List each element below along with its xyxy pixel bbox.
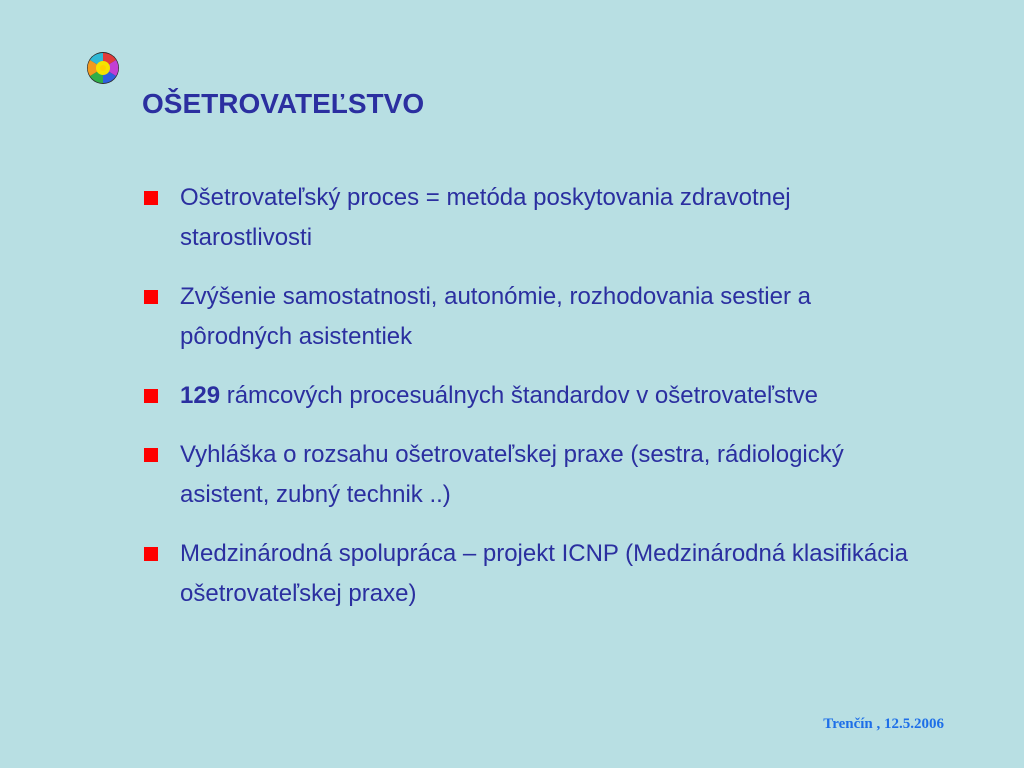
bullet-text: rámcových procesuálnych štandardov v ošetrovateľstve [220, 382, 818, 409]
square-bullet-icon [144, 547, 158, 561]
square-bullet-icon [144, 290, 158, 304]
bullet-list [142, 178, 922, 633]
bullet-text: Vyhláška o rozsahu ošetrovateľskej praxe (sestra, rádiologický asistent, zubný technik ..) [180, 441, 844, 508]
bullet-text: Ošetrovateľský proces = metóda poskytovania zdravotnej starostlivosti [180, 184, 791, 251]
puzzle-circle-logo-icon [86, 51, 120, 85]
list-item [142, 534, 922, 614]
bullet-text: Zvýšenie samostatnosti, autonómie, rozhodovania sestier a pôrodných asistentiek [180, 283, 811, 350]
bullet-text: Medzinárodná spolupráca – projekt ICNP (Medzinárodná klasifikácia ošetrovateľskej praxe) [180, 540, 908, 607]
footer-place-date: Trenčín , 12.5.2006 [823, 716, 944, 732]
list-item [142, 178, 922, 258]
list-item [142, 435, 922, 515]
square-bullet-icon [144, 191, 158, 205]
slide-title: OŠETROVATEĽSTVO [142, 88, 425, 119]
square-bullet-icon [144, 448, 158, 462]
square-bullet-icon [144, 389, 158, 403]
list-item [142, 376, 922, 416]
bullet-lead-number: 129 [180, 382, 221, 409]
list-item [142, 277, 922, 357]
